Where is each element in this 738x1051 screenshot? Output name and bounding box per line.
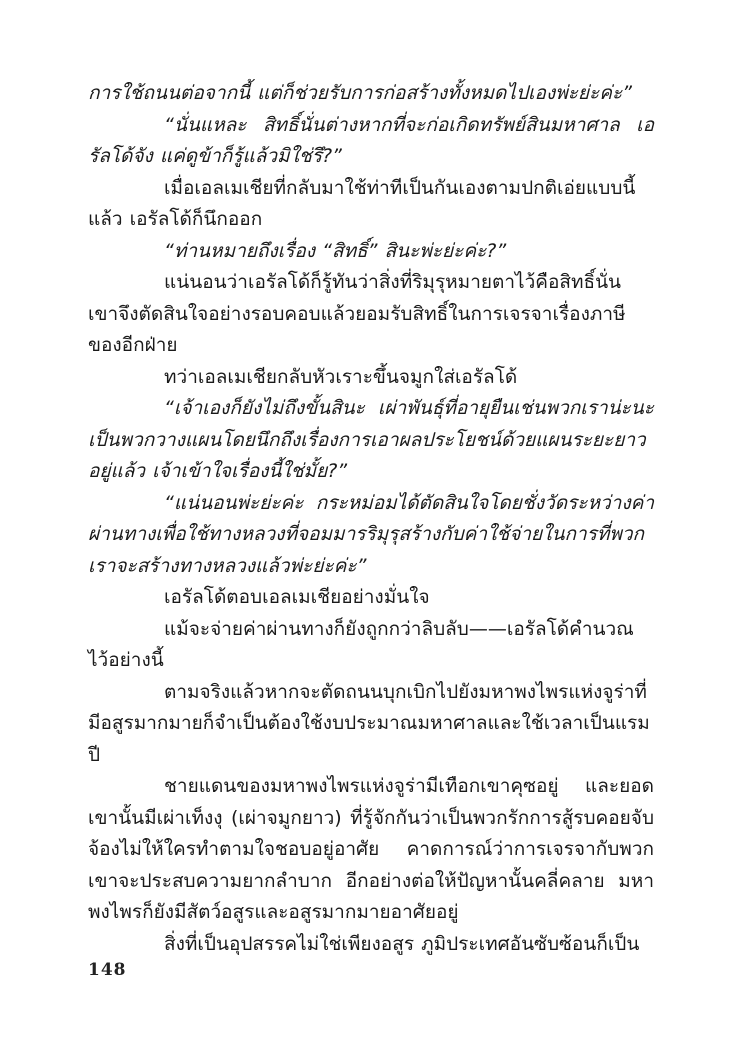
- paragraph-13: สิ่งที่เป็นอุปสรรคไม่ใช่เพียงอสูร ภูมิประเทศอันซับซ้อนก็เป็น: [164, 932, 640, 955]
- paragraph-8: “แน่นอนพ่ะย่ะค่ะ กระหม่อมได้ตัดสินใจโดยชั่งวัดระหว่างค่าผ่านทางเพื่อใช้ทางหลวงที่จอมมารริมุรุสร้างกับค่าใช้จ่ายในการที่พวกเราจะสร้างทางหลวงแล้วพ่ะย่ะค่ะ”: [88, 491, 654, 577]
- paragraph-1: การใช้ถนนต่อจากนี้ แต่ก็ช่วยรับการก่อสร้างทั้งหมดไปเองพ่ะย่ะค่ะ”: [88, 82, 633, 104]
- paragraph-10: แม้จะจ่ายค่าผ่านทางก็ยังถูกกว่าลิบลับ——เอรัลโด้คำนวณไว้อย่างนี้: [88, 617, 634, 671]
- paragraph-12: ชายแดนของมหาพงไพรแห่งจูร่ามีเทือกเขาคุซอยู่ และยอดเขานั้นมีเผ่าเท็งงุ (เผ่าจมูกยาว) ที่รู้จักกันว่าเป็นพวกรักการสู้รบคอยจับจ้องไม่ให้ใครทำตามใจชอบอยู่อาศัย คาดการณ์ว่าการเจรจากับพวกเขาจะประสบความยากลำบาก อีกอย่างต่อให้ปัญหานั้นคลี่คลาย มหาพงไพรก็ยังมีสัตว์อสูรและอสูรมากมายอาศัยอยู่: [88, 775, 654, 923]
- paragraph-5: แน่นอนว่าเอรัลโด้ก็รู้ทันว่าสิ่งที่ริมุรุหมายตาไว้คือสิทธิ์นั่น เขาจึงตัดสินใจอย่างรอบคอบแล้วยอมรับสิทธิ์ในการเจรจาเรื่องภาษีของอีกฝ่าย: [88, 271, 626, 356]
- paragraph-11: ตามจริงแล้วหากจะตัดถนนบุกเบิกไปยังมหาพงไพรแห่งจูร่าที่มีอสูรมากมายก็จำเป็นต้องใช้งบประมาณมหาศาลและใช้เวลาเป็นแรมปี: [88, 680, 650, 766]
- paragraph-3: เมื่อเอลเมเชียที่กลับมาใช้ท่าทีเป็นกันเองตามปกติเอ่ยแบบนี้แล้ว เอรัลโด้ก็นึกออก: [88, 176, 636, 230]
- paragraph-9: เอรัลโด้ตอบเอลเมเชียอย่างมั่นใจ: [164, 586, 430, 608]
- paragraph-6: ทว่าเอลเมเชียกลับหัวเราะขึ้นจมูกใส่เอรัลโด้: [164, 365, 518, 388]
- page-number: 148: [88, 960, 127, 980]
- body-text: [88, 78, 654, 960]
- paragraph-4: “ท่านหมายถึงเรื่อง “สิทธิ์” สินะพ่ะย่ะค่ะ?”: [164, 239, 507, 262]
- paragraph-2: “นั่นแหละ สิทธิ์นั่นต่างหากที่จะก่อเกิดทรัพย์สินมหาศาล เอรัลโด้จัง แค่ดูข้าก็รู้แล้วมิใช่รึ?”: [88, 113, 654, 167]
- paragraph-7: “เจ้าเองก็ยังไม่ถึงขั้นสินะ เผ่าพันธุ์ที่อายุยืนเช่นพวกเราน่ะนะเป็นพวกวางแผนโดยนึกถึงเรื่องการเอาผลประโยชน์ด้วยแผนระยะยาวอยู่แล้ว เจ้าเข้าใจเรื่องนี้ใช่มั้ย?”: [88, 397, 654, 482]
